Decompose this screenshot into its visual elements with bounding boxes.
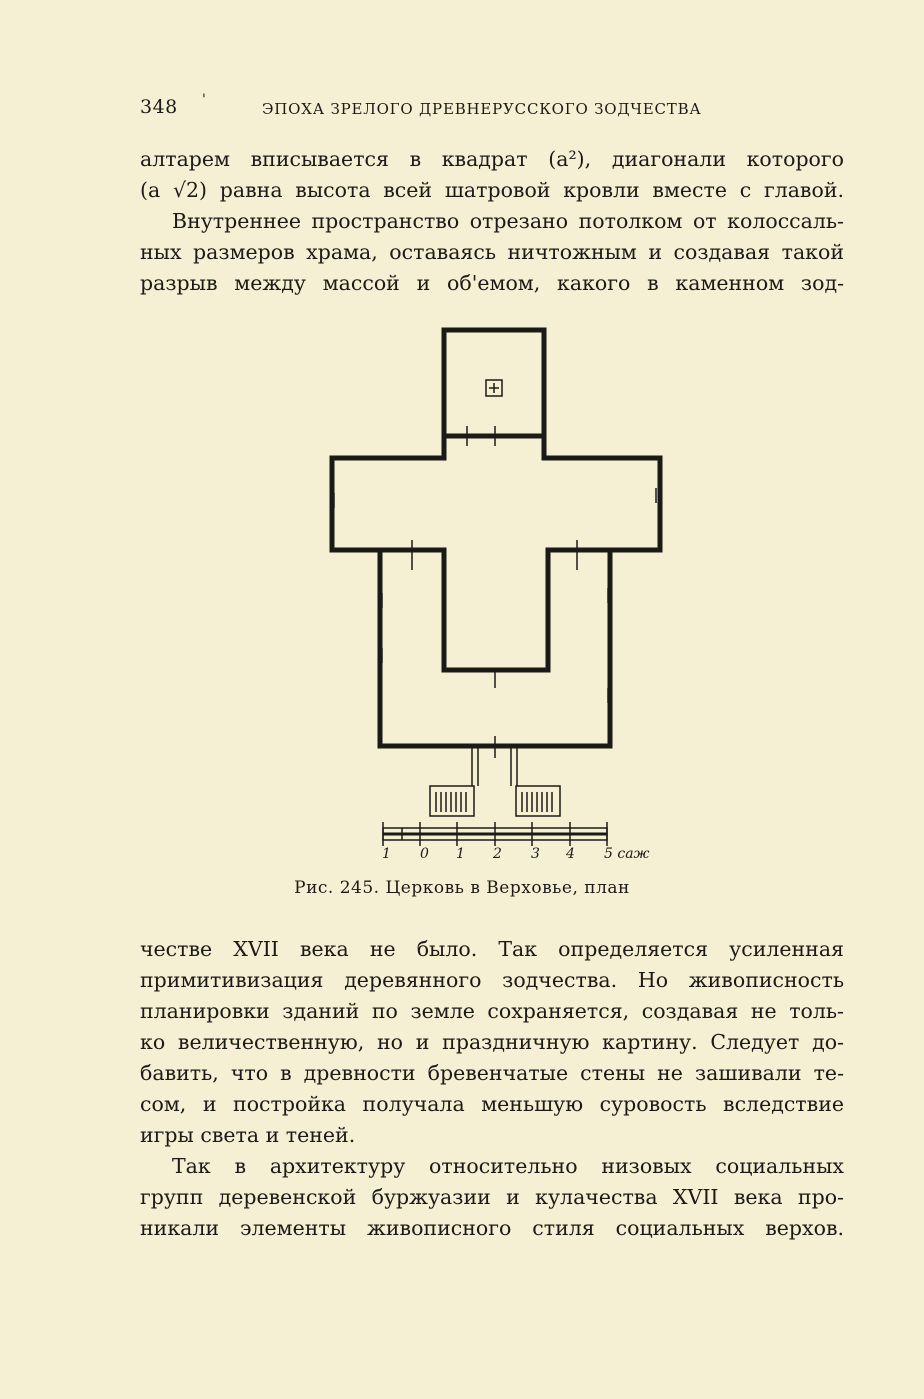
bottom-paragraphs [140, 934, 844, 1244]
plan-details [334, 380, 656, 816]
text-line: Внутреннее пространство отрезано потолком от колоссаль- [172, 209, 844, 233]
scale-label: 1 [382, 846, 391, 862]
text-line: честве XVII века не было. Так определяется усиленная [140, 937, 844, 961]
text-line: (a √2) равна высота всей шатровой кровли вместе с главой. [140, 178, 844, 202]
text-line: планировки зданий по земле сохраняется, создавая не толь- [140, 999, 844, 1023]
text-line: игры света и теней. [140, 1123, 356, 1147]
text-line: сом, и постройка получала меньшую суровость вследствие [140, 1092, 844, 1116]
page-number: 348 [140, 96, 178, 118]
text-line: ных размеров храма, оставаясь ничтожным и создавая такой [140, 240, 844, 264]
figure-caption: Рис. 245. Церковь в Верховье, план [294, 878, 630, 898]
scale-label: 1 [456, 846, 465, 862]
church-floor-plan [320, 318, 670, 878]
top-paragraphs [140, 144, 844, 299]
text-line: бавить, что в древности бревенчатые стены не зашивали те- [140, 1061, 844, 1085]
text-line: ко величественную, но и праздничную картину. Следует до- [140, 1030, 844, 1054]
text-line: никали элементы живописного стиля социальных верхов. [140, 1216, 844, 1240]
scale-label: 4 [566, 846, 575, 862]
scale-label: 5 саж [604, 846, 650, 862]
text-line: примитивизация деревянного зодчества. Но живописность [140, 968, 844, 992]
text-line: алтарем вписывается в квадрат (a²), диагонали которого [140, 147, 844, 171]
text-line: разрыв между массой и об'емом, какого в каменном зод- [140, 271, 844, 295]
scale-label: 0 [420, 846, 429, 862]
running-title: ЭПОХА ЗРЕЛОГО ДРЕВНЕРУССКОГО ЗОДЧЕСТВА [262, 100, 702, 118]
text-line: групп деревенской буржуазии и кулачества XVII века про- [140, 1185, 844, 1209]
text-line: Так в архитектуру относительно низовых социальных [172, 1154, 844, 1178]
scale-bar [383, 822, 607, 846]
header-mark: ' [202, 92, 207, 108]
scale-label: 2 [493, 846, 502, 862]
scale-label: 3 [531, 846, 540, 862]
plan-walls [332, 330, 660, 746]
